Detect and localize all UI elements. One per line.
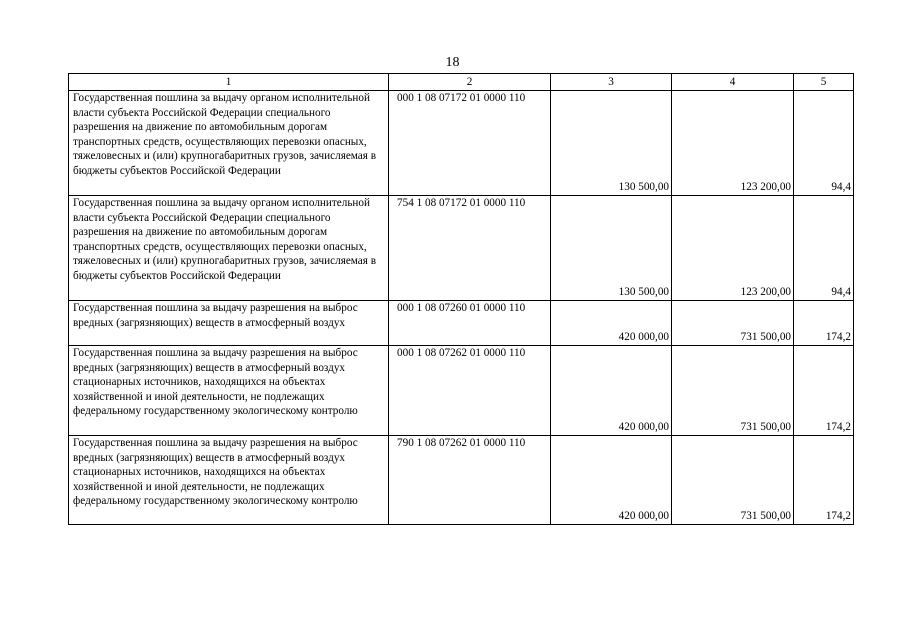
value-cell-col4: 123 200,00 (672, 91, 794, 196)
value-cell-col3: 420 000,00 (551, 301, 672, 346)
budget-code-cell: 000 1 08 07260 01 0000 110 (389, 301, 551, 346)
percent-cell: 174,2 (794, 346, 854, 436)
value-cell-col4: 123 200,00 (672, 196, 794, 301)
table-row (69, 196, 854, 301)
page-number: 18 (445, 55, 460, 70)
value-cell-col4: 731 500,00 (672, 301, 794, 346)
budget-revenue-table (68, 73, 854, 525)
table-header-row (69, 74, 854, 91)
revenue-name-cell: Государственная пошлина за выдачу органом исполнительной власти субъекта Российской Федерации специального разрешения на движение по автомобильным дорогам транспортных средств, осуществляющих перевозки опасных, тяжеловесных и (или) крупногабаритных грузов, зачисляемая в бюджеты субъектов Российской Федерации (69, 91, 389, 196)
column-header: 5 (794, 74, 854, 91)
revenue-name-cell: Государственная пошлина за выдачу органом исполнительной власти субъекта Российской Федерации специального разрешения на движение по автомобильным дорогам транспортных средств, осуществляющих перевозки опасных, тяжеловесных и (или) крупногабаритных грузов, зачисляемая в бюджеты субъектов Российской Федерации (69, 196, 389, 301)
percent-cell: 94,4 (794, 196, 854, 301)
column-header: 3 (551, 74, 672, 91)
table-row (69, 346, 854, 436)
column-header: 2 (389, 74, 551, 91)
budget-code-cell: 000 1 08 07262 01 0000 110 (389, 346, 551, 436)
value-cell-col4: 731 500,00 (672, 346, 794, 436)
budget-code-cell: 000 1 08 07172 01 0000 110 (389, 91, 551, 196)
table-row (69, 91, 854, 196)
budget-code-cell: 754 1 08 07172 01 0000 110 (389, 196, 551, 301)
budget-code-cell: 790 1 08 07262 01 0000 110 (389, 436, 551, 525)
revenue-name-cell: Государственная пошлина за выдачу разрешения на выброс вредных (загрязняющих) веществ в атмосферный воздух (69, 301, 389, 346)
percent-cell: 174,2 (794, 301, 854, 346)
revenue-name-cell: Государственная пошлина за выдачу разрешения на выброс вредных (загрязняющих) веществ в атмосферный воздух стационарных источников, находящихся на объектах хозяйственной и иной деятельности, не подлежащих федеральному государственному экологическому контролю (69, 436, 389, 525)
percent-cell: 174,2 (794, 436, 854, 525)
value-cell-col3: 420 000,00 (551, 436, 672, 525)
revenue-name-cell: Государственная пошлина за выдачу разрешения на выброс вредных (загрязняющих) веществ в атмосферный воздух стационарных источников, находящихся на объектах хозяйственной и иной деятельности, не подлежащих федеральному государственному экологическому контролю (69, 346, 389, 436)
value-cell-col3: 420 000,00 (551, 346, 672, 436)
column-header: 4 (672, 74, 794, 91)
table-row (69, 436, 854, 525)
column-header: 1 (69, 74, 389, 91)
value-cell-col3: 130 500,00 (551, 196, 672, 301)
percent-cell: 94,4 (794, 91, 854, 196)
value-cell-col4: 731 500,00 (672, 436, 794, 525)
table-row (69, 301, 854, 346)
value-cell-col3: 130 500,00 (551, 91, 672, 196)
